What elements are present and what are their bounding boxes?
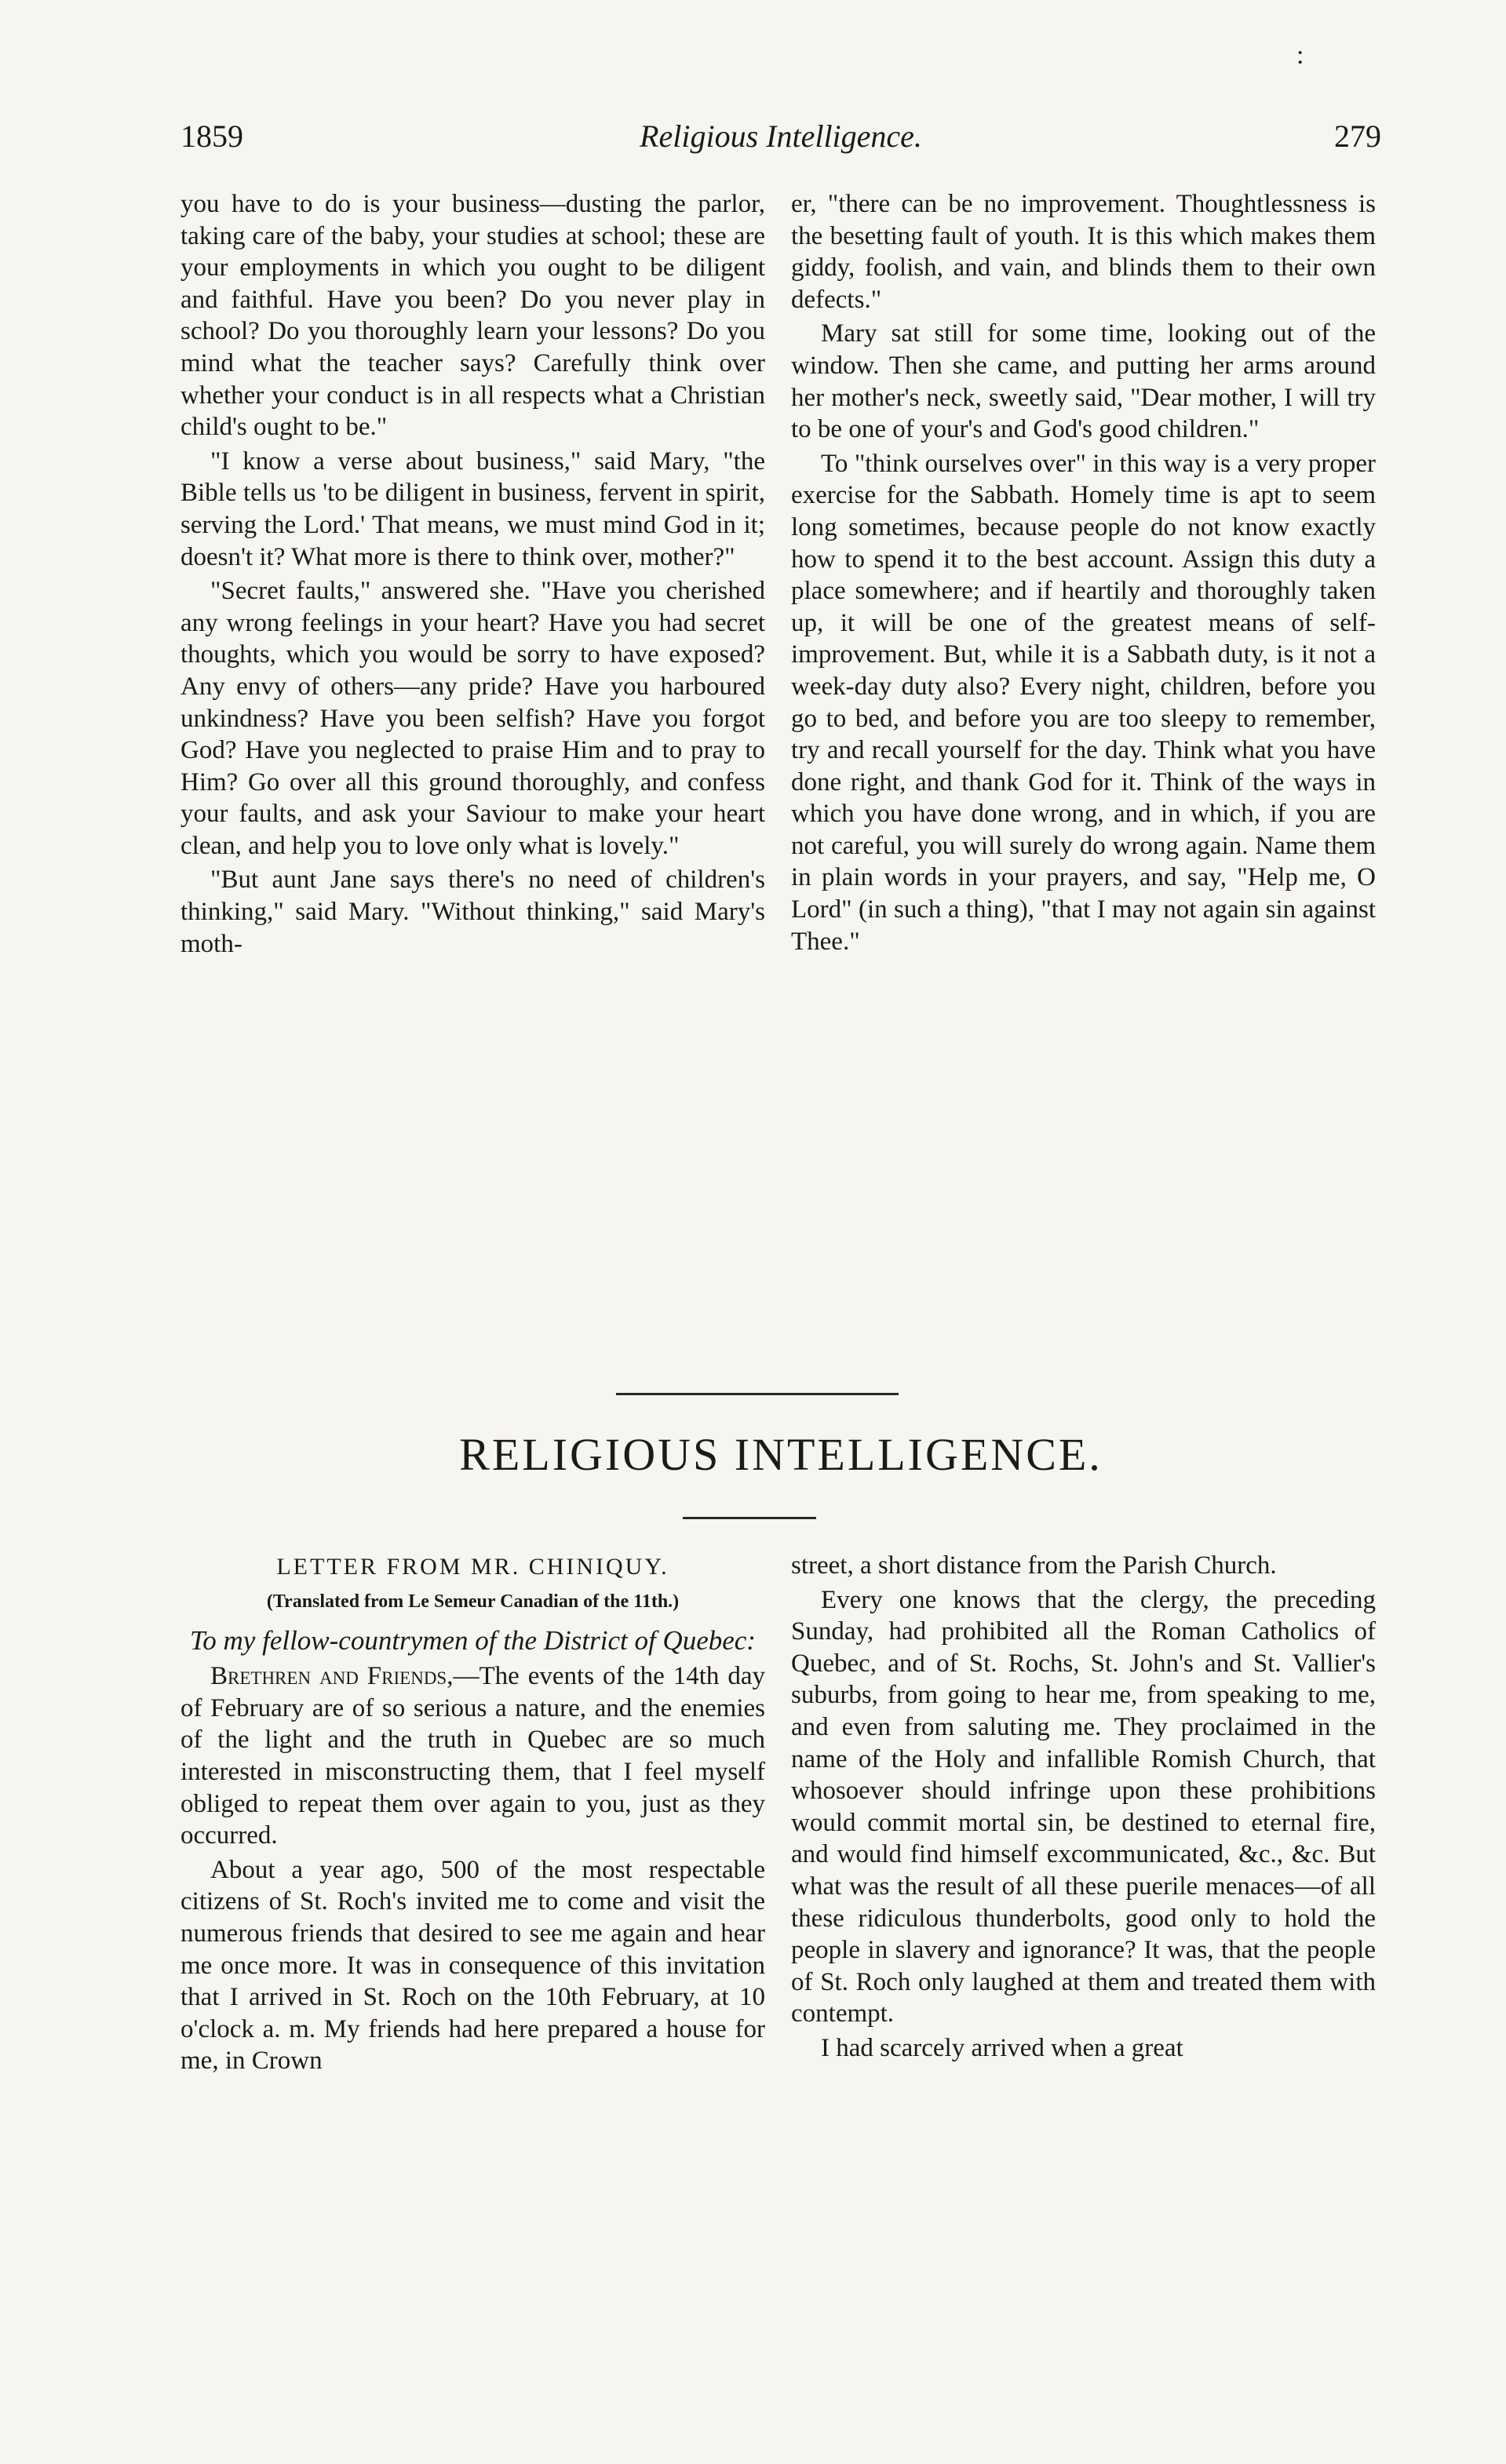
header-title: Religious Intelligence. <box>640 118 922 154</box>
paragraph: er, "there can be no improvement. Thoughtlessness is the besetting fault of youth. It is this which makes them giddy, foolish, and vain, and blinds them to their own defects." <box>791 190 1376 314</box>
paragraph: you have to do is your business—dusting the parlor, taking care of the baby, your studies at school; these are your employments in which you ought to be diligent and faithful. Have you been? Do you never play in school? Do you thoroughly learn your lessons? Do you mind what the teacher says? Carefully think over whether your conduct is in all respects what a Christian child's ought to be." <box>181 190 765 442</box>
letter-greeting: Brethren and Friends, <box>210 1662 454 1691</box>
page-number: 279 <box>1334 118 1381 154</box>
upper-left-column <box>181 188 765 960</box>
paragraph: "I know a verse about business," said Mary, "the Bible tells us 'to be diligent in business, fervent in spirit, serving the Lord.' That means, we must mind God in it; doesn't it? What more is there to think over, mother?" <box>181 447 765 571</box>
paragraph: "But aunt Jane says there's no need of children's thinking," said Mary. "Without thinking," said Mary's moth- <box>181 866 765 958</box>
paragraph: Every one knows that the clergy, the preceding Sunday, had prohibited all the Roman Catholics of Quebec, and of St. Rochs, St. John's and St. Vallier's suburbs, from going to hear me, from speaking to me, and even from saluting me. They proclaimed in the name of the Holy and infallible Romish Church, that whosoever should infringe upon these prohibitions would commit mortal sin, be destined to eternal fire, and would find himself excommunicated, &c., &c. But what was the result of all these puerile menaces—of all these ridiculous thunderbolts, good only to hold the people in slavery and ignorance? It was, that the people of St. Roch only laughed at them and treated them with contempt. <box>791 1585 1376 2028</box>
section-rule-top <box>616 1393 899 1395</box>
paragraph: About a year ago, 500 of the most respectable citizens of St. Roch's invited me to come and visit the numerous friends that desired to see me again and hear me once more. It was in consequence of this invitation that I arrived in St. Roch on the 10th February, at 10 o'clock a. m. My friends had here prepared a house for me, in Crown <box>181 1855 765 2076</box>
paragraph: I had scarcely arrived when a great <box>821 2033 1183 2062</box>
paragraph-text: —The events of the 14th day of February are of so serious a nature, and the enemies of the light and the truth in Quebec are so much interested in misconstructing them, that I feel myself obliged to repeat them over again to you, just as they occurred. <box>181 1662 765 1850</box>
paragraph: street, a short distance from the Parish Church. <box>791 1551 1277 1580</box>
paragraph: "Secret faults," answered she. "Have you cherished any wrong feelings in your heart? Have you had secret thoughts, which you would be sorry to have exposed? Any envy of others—any pride? Have you harboured unkindness? Have you been selfish? Have you forgot God? Have you neglected to praise Him and to pray to Him? Go over all this ground thoroughly, and confess your faults, and ask your Saviour to make your heart clean, and help you to love only what is lovely." <box>181 577 765 860</box>
paragraph: To "think ourselves over" in this way is a very proper exercise for the Sabbath. Homely time is apt to seem long sometimes, because people do not know exactly how to spend it to the best account. Assign this duty a place somewhere; and if heartily and thoroughly taken up, it will be one of the greatest means of self-improvement. But, while it is a Sabbath duty, is it not a week-day duty also? Every night, children, before you go to bed, and before you are too sleepy to remember, try and recall yourself for the day. Think what you have done right, and thank God for it. Think of the ways in which you have done wrong, and in which, if you are not careful, you will surely do wrong again. Name them in plain words in your prayers, and say, "Help me, O Lord" (in such a thing), "that I may not again sin against Thee." <box>791 449 1376 956</box>
running-head <box>181 118 1381 173</box>
section-title: RELIGIOUS INTELLIGENCE. <box>459 1429 1103 1480</box>
letter-title: LETTER FROM MR. CHINIQUY. <box>276 1554 669 1580</box>
letter-right-column <box>791 1550 1376 2065</box>
upper-right-column <box>791 188 1376 957</box>
translation-note: (Translated from Le Semeur Canadian of the 11th.) <box>266 1591 680 1612</box>
edge-mark: : <box>1296 41 1304 70</box>
header-year: 1859 <box>181 118 243 154</box>
letter-address: To my fellow-countrymen of the District of Quebec: <box>190 1625 756 1657</box>
paragraph: Mary sat still for some time, looking out of the window. Then she came, and putting her arms around her mother's neck, sweetly said, "Dear mother, I will try to be one of your's and God's good children." <box>791 319 1376 444</box>
letter-left-column <box>181 1550 765 2077</box>
paragraph <box>181 1660 765 1852</box>
section-rule-bottom <box>683 1517 816 1519</box>
